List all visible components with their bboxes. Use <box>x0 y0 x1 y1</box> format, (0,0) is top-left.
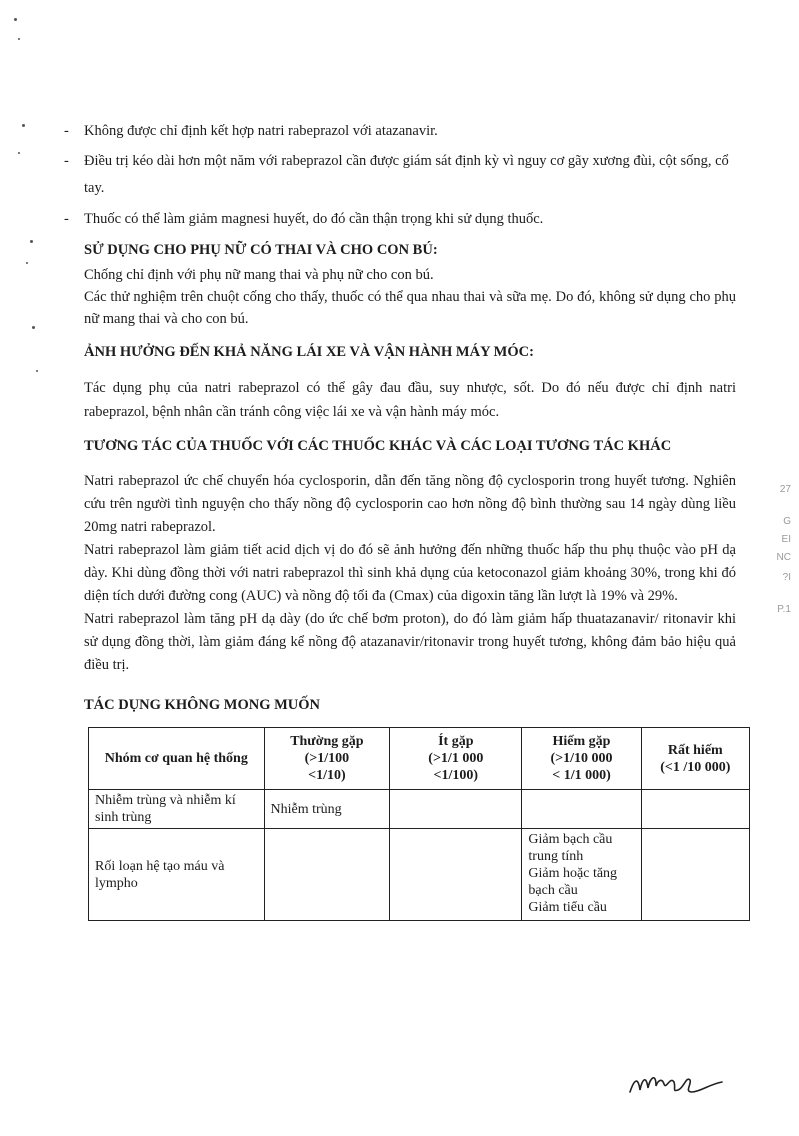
table-row <box>89 790 750 829</box>
header-uncommon-range: (>1/1 000 <box>428 751 484 766</box>
cell-common <box>264 829 390 921</box>
header-rare-range: (>1/10 000 <box>550 751 613 766</box>
driving-paragraph: Tác dụng phụ của natri rabeprazol có thể gây đau đầu, suy nhược, sốt. Do đó nếu được chỉ định natri rabeprazol, bệnh nhân cần tránh công việc lái xe và vận hành máy móc. <box>84 380 736 420</box>
adverse-effects-table <box>88 727 750 921</box>
scan-speck <box>36 370 38 372</box>
scan-speck <box>32 326 35 329</box>
table-row <box>89 829 750 921</box>
header-common-label: Thường gặp <box>290 734 364 749</box>
margin-mark: ?I <box>782 572 791 583</box>
scan-speck <box>26 262 28 264</box>
header-very-rare <box>641 728 749 790</box>
header-common-range: <1/10) <box>308 768 346 783</box>
header-system: Nhóm cơ quan hệ thống <box>89 728 265 790</box>
spacer <box>64 366 736 376</box>
header-rare-label: Hiếm gặp <box>552 734 611 749</box>
cell-rare <box>522 790 641 829</box>
cell-common: Nhiễm trùng <box>264 790 390 829</box>
precaution-bullet: - Thuốc có thể làm giảm magnesi huyết, do đó cần thận trọng khi sử dụng thuốc. <box>64 206 736 232</box>
precaution-bullet: - Điều trị kéo dài hơn một năm với rabeprazol cần được giám sát định kỳ vì nguy cơ gãy xương đùi, cột sống, cổ tay. <box>64 148 736 202</box>
scan-speck <box>30 240 33 243</box>
scan-speck <box>22 124 25 127</box>
header-very-rare-label: Rất hiếm <box>667 742 723 758</box>
header-rare-range: < 1/1 000) <box>552 768 611 783</box>
handwritten-signature <box>626 1062 726 1102</box>
margin-mark: G <box>783 516 791 527</box>
cell-system: Nhiễm trùng và nhiễm kí sinh trùng <box>89 790 265 829</box>
cell-very-rare <box>641 829 749 921</box>
scan-speck <box>18 152 20 154</box>
section-title-driving: ẢNH HƯỞNG ĐẾN KHẢ NĂNG LÁI XE VÀ VẬN HÀNH MÁY MÓC: <box>84 344 534 360</box>
scan-speck <box>14 18 17 21</box>
rare-effect: Giảm hoặc tăng bạch cầu <box>528 866 618 898</box>
rare-effect: Giảm tiểu cầu <box>528 900 607 915</box>
interaction-paragraph: Natri rabeprazol làm giảm tiết acid dịch vị do đó sẽ ảnh hưởng đến những thuốc hấp thu phụ thuộc vào pH dạ dày. Khi dùng đồng thời với natri rabeprazol thì sinh khả dụng của ketoconazol giảm khoảng 30%, trong khi đó diện tích dưới đường cong (AUC) và nồng độ tối đa (Cmax) của digoxin tăng lần lượt là 19% và 29%. <box>84 542 736 604</box>
header-uncommon-range: <1/100) <box>433 768 479 783</box>
section-title-interactions: TƯƠNG TÁC CỦA THUỐC VỚI CÁC THUỐC KHÁC VÀ CÁC LOẠI TƯƠNG TÁC KHÁC <box>84 438 672 454</box>
margin-mark: 27 <box>779 484 791 495</box>
document-body <box>64 118 736 921</box>
header-common-range: (>1/100 <box>304 751 350 766</box>
precaution-bullet: - Không được chỉ định kết hợp natri rabeprazol với atazanavir. <box>64 118 736 144</box>
cell-rare <box>522 829 641 921</box>
section-title-pregnancy: SỬ DỤNG CHO PHỤ NỮ CÓ THAI VÀ CHO CON BÚ: <box>84 242 438 258</box>
cell-uncommon <box>390 790 522 829</box>
interaction-paragraph: Natri rabeprazol ức chế chuyển hóa cyclosporin, dẫn đến tăng nồng độ cyclosporin trong huyết tương. Nghiên cứu trên người tình nguyện cho thấy nồng độ cyclosporin cao hơn nồng độ bình thường sau 14 ngày dùng liều 20mg natri rabeprazol. <box>84 473 736 535</box>
header-common <box>264 728 390 790</box>
margin-mark: EI <box>781 534 791 545</box>
scan-speck <box>18 38 20 40</box>
table-header-row <box>89 728 750 790</box>
margin-mark: P.1 <box>777 604 791 615</box>
spacer <box>64 460 736 470</box>
pregnancy-paragraph: Chống chỉ định với phụ nữ mang thai và phụ nữ cho con bú. <box>84 267 434 283</box>
header-uncommon-label: Ít gặp <box>438 734 474 749</box>
header-rare <box>522 728 641 790</box>
interaction-paragraph: Natri rabeprazol làm tăng pH dạ dày (do ức chế bơm proton), do đó làm giảm hấp thuatazanavir/ ritonavir khi sử dụng đồng thời, làm giảm đáng kể nồng độ atazanavir/ritonavir trong huyết tương, không đảm bảo hiệu quả điều trị. <box>84 611 736 673</box>
section-title-adverse: TÁC DỤNG KHÔNG MONG MUỐN <box>84 697 321 713</box>
cell-very-rare <box>641 790 749 829</box>
margin-mark: NC <box>776 552 791 563</box>
cell-system: Rối loạn hệ tạo máu và lympho <box>89 829 265 921</box>
cell-uncommon <box>390 829 522 921</box>
header-uncommon <box>390 728 522 790</box>
pregnancy-paragraph: Các thử nghiệm trên chuột cống cho thấy, thuốc có thể qua nhau thai và sữa mẹ. Do đó, không sử dụng cho phụ nữ mang thai và cho con bú. <box>84 289 736 327</box>
header-very-rare-range: (<1 /10 000) <box>660 759 731 775</box>
rare-effect: Giảm bạch cầu trung tính <box>528 832 613 864</box>
